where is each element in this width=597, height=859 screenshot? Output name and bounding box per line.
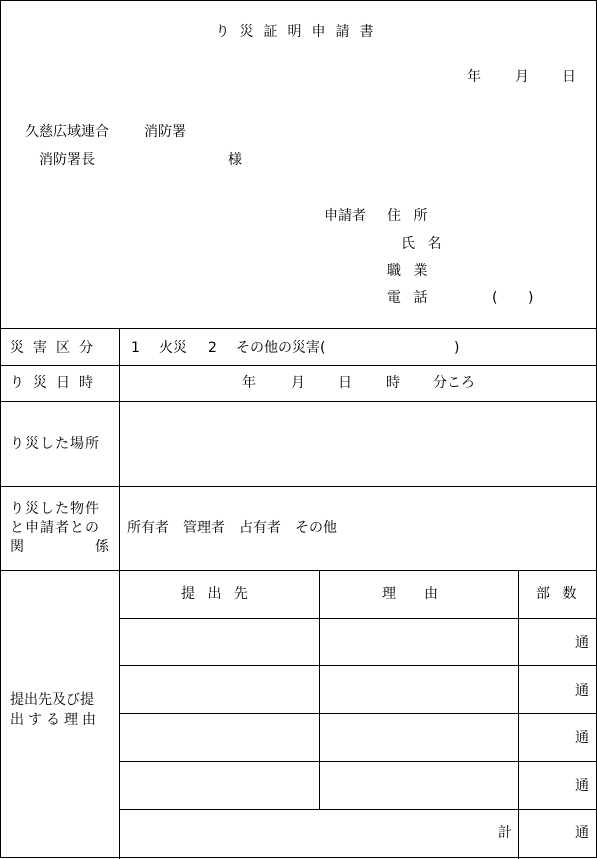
label-column-border xyxy=(119,328,120,859)
copies-unit-1: 通 xyxy=(575,635,589,651)
relation-label-line2: と申請者との xyxy=(10,520,100,536)
divider-sub1 xyxy=(119,665,597,666)
datetime-month: 月 xyxy=(291,375,305,391)
divider-header xyxy=(1,328,597,329)
divider-row2 xyxy=(1,401,597,402)
dest-reason-border xyxy=(319,570,320,809)
reason-copies-border xyxy=(518,570,519,859)
disaster-option2-close: ) xyxy=(454,340,460,356)
occupation-label: 職 業 xyxy=(387,263,432,279)
phone-label: 電 話 xyxy=(387,290,432,306)
col-header-reason: 理 由 xyxy=(382,586,438,602)
datetime-day: 日 xyxy=(338,375,352,391)
col-header-destination: 提 出 先 xyxy=(181,586,252,602)
copies-unit-4: 通 xyxy=(575,778,589,794)
location-label: り災した場所 xyxy=(10,436,100,452)
applicant-label: 申請者 xyxy=(324,208,366,224)
divider-row1 xyxy=(1,365,597,366)
date-month-label: 月 xyxy=(515,69,529,85)
datetime-hour: 時 xyxy=(386,375,400,391)
addressee-station: 消防署 xyxy=(144,124,186,140)
disaster-type-label: 災害区分 xyxy=(10,340,102,356)
divider-sub-header xyxy=(119,618,597,619)
divider-row3 xyxy=(1,486,597,487)
divider-sub2 xyxy=(119,713,597,714)
relation-options: 所有者 管理者 占有者 その他 xyxy=(127,520,337,536)
submission-label-line1: 提出先及び提 xyxy=(10,692,94,708)
addressee-honorific: 様 xyxy=(228,152,242,168)
datetime-label: り災日時 xyxy=(10,375,102,391)
addressee-title: 消防署長 xyxy=(39,152,95,168)
divider-sub4 xyxy=(119,809,597,810)
relation-label-line3-a: 関 xyxy=(10,539,24,555)
form-title: り災証明申請書 xyxy=(215,24,384,40)
disaster-option2-number: 2 xyxy=(208,340,217,356)
relation-label-line3-b: 係 xyxy=(95,539,109,555)
relation-label-line1: り災した物件 xyxy=(10,501,100,517)
addressee-org: 久慈広域連合 xyxy=(25,124,109,140)
col-header-copies: 部 数 xyxy=(536,586,581,602)
total-label: 計 xyxy=(498,825,512,841)
divider-row4 xyxy=(1,570,597,571)
divider-sub3 xyxy=(119,761,597,762)
phone-paren-open: ( xyxy=(492,290,498,306)
copies-unit-3: 通 xyxy=(575,730,589,746)
disaster-option1-number: 1 xyxy=(131,340,140,356)
disaster-option2-text: その他の災害( xyxy=(236,340,326,356)
date-day-label: 日 xyxy=(562,69,576,85)
datetime-year: 年 xyxy=(242,375,256,391)
total-unit: 通 xyxy=(575,825,589,841)
submission-label-line2: 出する理由 xyxy=(10,712,100,728)
date-year-label: 年 xyxy=(467,69,481,85)
address-label: 住 所 xyxy=(387,208,432,224)
name-label: 氏 名 xyxy=(401,236,446,252)
copies-unit-2: 通 xyxy=(575,683,589,699)
phone-paren-close: ) xyxy=(528,290,534,306)
datetime-minute: 分ころ xyxy=(433,375,475,391)
disaster-option1-text: 火災 xyxy=(159,340,187,356)
